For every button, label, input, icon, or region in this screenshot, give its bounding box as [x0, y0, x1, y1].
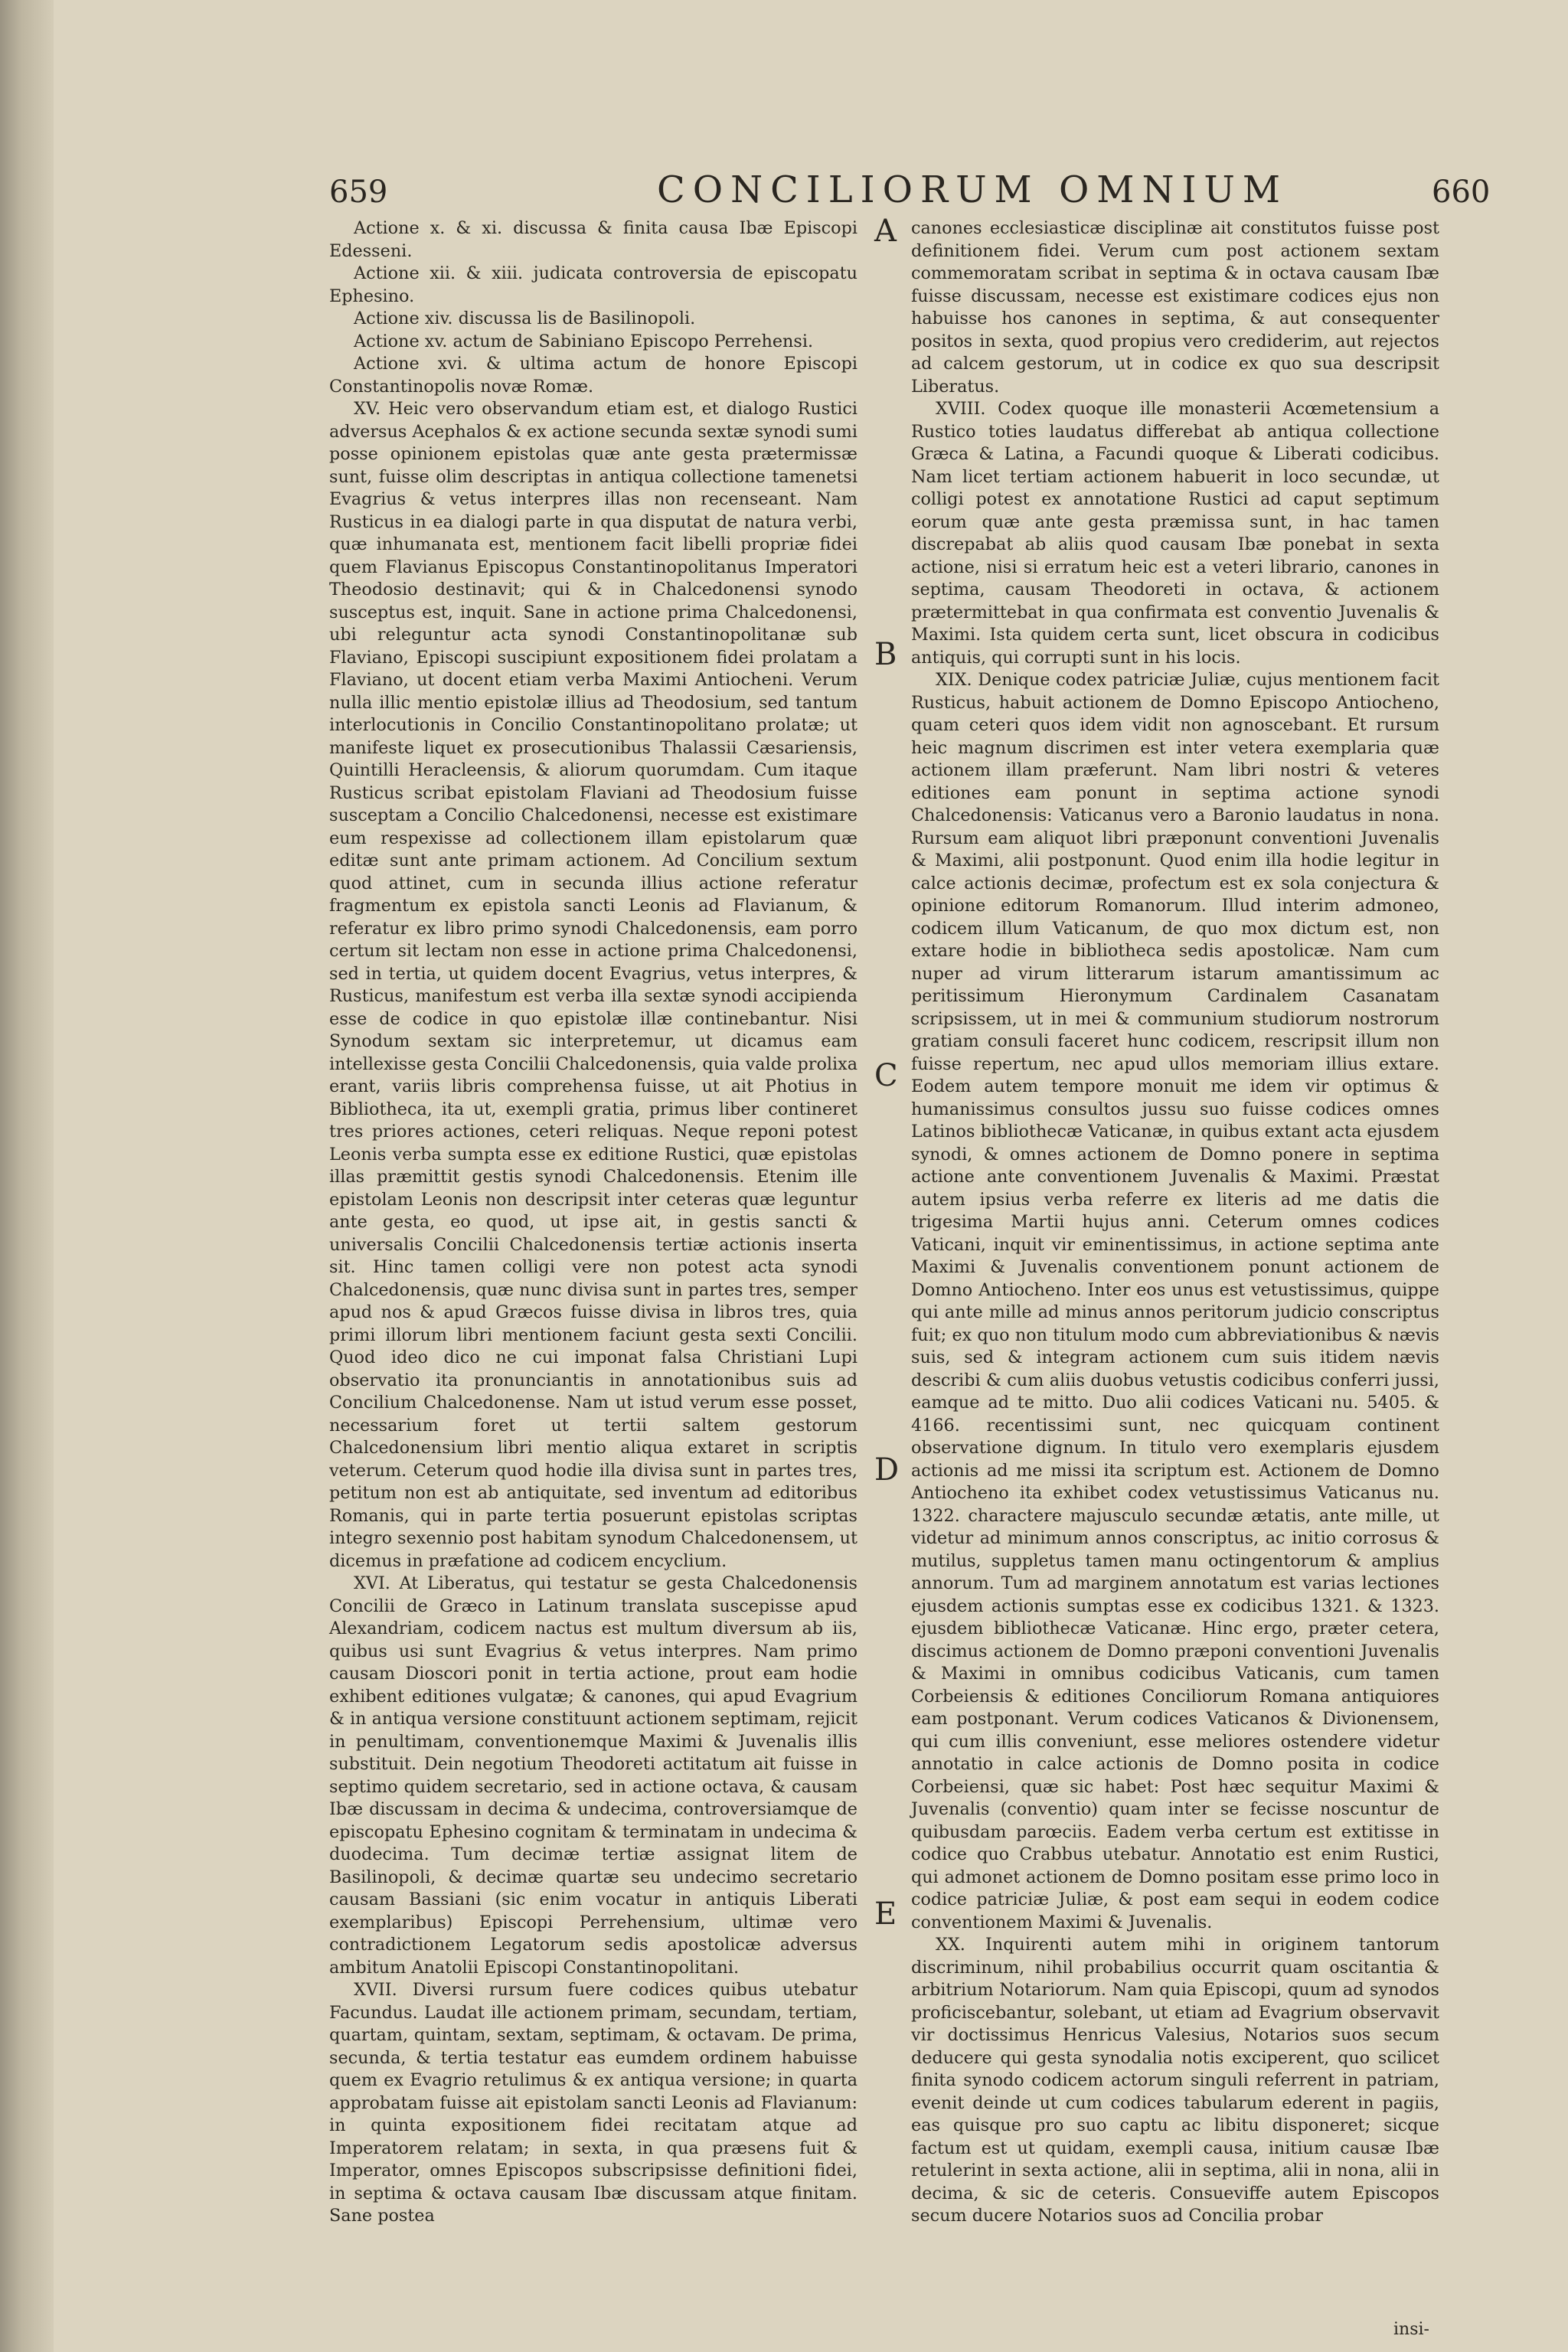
margin-letter-e: E [874, 1896, 897, 1932]
left-column [329, 217, 858, 2228]
margin-letter-c: C [874, 1058, 898, 1093]
paragraph: Actione xvi. & ultima actum de honore Episcopi Constantinopolis novæ Romæ. [329, 354, 858, 397]
paragraph: Actione xv. actum de Sabiniano Episcopo Perrehensi. [354, 331, 814, 351]
paragraph: XIX. Denique codex patriciæ Juliæ, cujus mentionem facit Rusticus, habuit actionem de Domno Episcopo Antiocheno, quam ceteri quos idem vidit non agnoscebant. Et rursum heic magnum discrimen est inter vetera exemplaria quæ actionem illam præferunt. Nam libri nostri & veteres editiones eam ponunt in septima actione synodi Chalcedonensis: Vaticanus vero a Baronio laudatus in nona. Rursum eam aliquot libri præponunt conventioni Juvenalis & Maximi, alii postponunt. Quod enim illa hodie legitur in calce actionis decimæ, profectum est ex sola conjectura & opinione editorum Romanorum. Illud interim admoneo, codicem illum Vaticanum, de quo mox dictum est, non extare hodie in bibliotheca sedis apostolicæ. Nam cum nuper ad virum litterarum istarum amantissimum ac peritissimum Hieronymum Cardinalem Casanatam scripsissem, ut in mei & communium studiorum nostrorum gratiam consuli faceret hunc codicem, rescripsit illum non fuisse repertum, nec apud ullos memoriam illius extare. Eodem autem tempore monuit me idem vir optimus & humanissimus consultos jussu suo fuisse codices omnes Latinos bibliothecæ Vaticanæ, in quibus extant acta ejusdem synodi, & omnes actionem de Domno ponere in septima actione ante conventionem Juvenalis & Maximi. Præstat autem ipsius verba referre ex literis ad me datis die trigesima Martii hujus anni. Ceterum omnes codices Vaticani, inquit vir eminentissimus, in actione septima ante Maximi & Juvenalis conventionem ponunt actionem de Domno Antiocheno. Inter eos unus est vetustissimus, quippe qui ante mille ad minus annos peritorum judicio conscriptus fuit; ex quo non titulum modo cum abbreviationibus & nævis suis, sed & integram actionem cum suis itidem nævis describi & cum aliis duobus vetustis codicibus conferri jussi, eamque ad te mitto. Duo alii codices Vaticani nu. 5405. & 4166. recentissimi sunt, nec quicquam continent observatione dignum. In titulo vero exemplaris ejusdem actionis ad me missi ita scriptum est. Actionem de Domno Antiocheno ita exhibet codex vetustissimus Vaticanus nu. 1322. charactere majusculo secundæ ætatis, ante mille, ut videtur ad minimum annos conscriptus, ac initio corrosus & mutilus, suppletus tamen manu octingentorum & amplius annorum. Tum ad marginem annotatum est varias lectiones ejusdem actionis sumptas esse ex codicibus 1321. & 1323. ejusdem bibliothecæ Vaticanæ. Hinc ergo, præter cetera, discimus actionem de Domno præponi conventioni Juvenalis & Maximi in omnibus codicibus Vaticanis, cum tamen Corbeiensis & editiones Conciliorum Romana antiquiores eam postponant. Verum codices Vaticanos & Divionensem, qui cum illis conveniunt, esse meliores ostendere videtur annotatio in calce actionis de Domno posita in codice Corbeiensi, quæ sic habet: Post hæc sequitur Maximi & Juvenalis (conventio) quam inter se fecisse noscuntur de quibusdam parœciis. Eadem verba certum est extitisse in codice quo Crabbus utebatur. Annotatio est enim Rustici, qui admonet actionem de Domno positam esse primo loco in codice patriciæ Juliæ, & post eam sequi in eodem codice conventionem Maximi & Juvenalis. [911, 670, 1439, 1932]
paragraph: Actione x. & xi. discussa & finita causa Ibæ Episcopi Edesseni. [329, 218, 858, 261]
running-head: CONCILIORUM OMNIUM [656, 168, 1288, 211]
catchword: insi- [1393, 2320, 1429, 2339]
paragraph: XVII. Diversi rursum fuere codices quibus utebatur Facundus. Laudat ille actionem primam, secundam, tertiam, quartam, quintam, sextam, septimam, & octavam. De prima, secunda, & tertia testatur eas eumdem ordinem habuisse quem ex Evagrio retulimus & ex antiqua versione; in quarta approbatam fuisse ait epistolam sancti Leonis ad Flavianum: in quinta expositionem fidei recitatam atque ad Imperatorem relatam; in sexta, in qua præsens fuit & Imperator, omnes Episcopos subscripsisse definitioni fidei, in septima & octava causam Ibæ discussam atque finitam. Sane postea [329, 1980, 858, 2226]
right-column [911, 217, 1439, 2228]
paragraph: XX. Inquirenti autem mihi in originem tantorum discriminum, nihil probabilius occurrit quam oscitantia & arbitrium Notariorum. Nam quia Episcopi, quum ad synodos proficiscebantur, solebant, ut etiam ad Evagrium observavit vir doctissimus Henricus Valesius, Notarios suos secum deducere qui gesta synodalia notis exciperent, quo scilicet finita synodo codicem actorum singuli referrent in patriam, evenit deinde ut cum codices tabularum ederent in pagiis, eas quisque pro suo captu ac libitu disponeret; sicque factum est ut quidam, exempli causa, initium causæ Ibæ retulerint in sexta actione, alii in septima, alii in nona, alii in decima, & sic de ceteris. Consueviffe autem Episcopos secum ducere Notarios suos ad Concilia probar [911, 1935, 1439, 2226]
paragraph: Actione xii. & xiii. judicata controversia de episcopatu Ephesino. [329, 263, 858, 306]
page-number-right: 660 [1432, 175, 1491, 210]
page-number-left: 659 [329, 175, 388, 210]
paragraph: canones ecclesiasticæ disciplinæ ait constitutos fuisse post definitionem fidei. Verum cum post actionem sextam commemoratam scribat in septima & in octava causam Ibæ fuisse discussam, necesse est existimare codices ejus non habuisse hos canones in septima, & aut consequenter positos in sexta, quod propius vero crediderim, aut rejectos ad calcem gestorum, ut in codice ex quo sua descripsit Liberatus. [911, 218, 1439, 397]
margin-letter-d: D [874, 1452, 900, 1488]
page-header [329, 168, 1491, 214]
margin-letter-b: B [874, 637, 897, 672]
page-edge [0, 0, 54, 2352]
paragraph: Actione xiv. discussa lis de Basilinopoli. [354, 309, 696, 328]
margin-letter-a: A [874, 214, 897, 249]
paragraph: XVI. At Liberatus, qui testatur se gesta Chalcedonensis Concilii de Græco in Latinum translata suscepisse apud Alexandriam, codicem nactus est multum diversum ab iis, quibus usi sunt Evagrius & vetus interpres. Nam primo causam Dioscori ponit in tertia actione, prout eam hodie exhibent editiones vulgatæ; & canones, qui apud Evagrium & in antiqua versione constituunt actionem septimam, rejicit in penultimam, conventionemque Maximi & Juvenalis illis substituit. Dein negotium Theodoreti actitatum ait fuisse in septimo quidem secretario, sed in actione octava, & causam Ibæ discussam in decima & undecima, controversiamque de episcopatu Ephesino cognitam & terminatam in undecima & duodecima. Tum decimæ tertiæ assignat litem de Basilinopoli, & decimæ quartæ seu undecimo secretario causam Bassiani (sic enim vocatur in antiquis Liberati exemplaribus) Episcopi Perrehensium, ultimæ vero contradictionem Legatorum sedis apostolicæ adversus ambitum Anatolii Episcopi Constantinopolitani. [329, 1573, 858, 1978]
paragraph: XV. Heic vero observandum etiam est, et dialogo Rustici adversus Acephalos & ex actione secunda sextæ synodi sumi posse opinionem epistolas quæ ante gesta prætermissæ sunt, fuisse olim descriptas in antiqua collectione tamenetsi Evagrius & vetus interpres illas non recenseant. Nam Rusticus in ea dialogi parte in qua disputat de natura verbi, quæ inhumanata est, mentionem facit libelli propriæ fidei quem Flavianus Episcopus Constantinopolitanus Imperatori Theodosio destinavit; qui & in Chalcedonensi synodo susceptus est, inquit. Sane in actione prima Chalcedonensi, ubi releguntur acta synodi Constantinopolitanæ sub Flaviano, Episcopi suscipiunt expositionem fidei prolatam a Flaviano, ut docent etiam verba Maximi Antiocheni. Verum nulla illic mentio epistolæ illius ad Theodosium, sed tantum interlocutionis in Concilio Constantinopolitano prolatæ; ut manifeste liquet ex prosecutionibus Thalassii Cæsariensis, Quintilli Heracleensis, & aliorum quorumdam. Cum itaque Rusticus scribat epistolam Flaviani ad Theodosium fuisse susceptam a Concilio Chalcedonensi, necesse est existimare eum respexisse ad collectionem illam epistolarum quæ editæ sunt ante primam actionem. Ad Concilium sextum quod attinet, cum in secunda illius actione referatur fragmentum ex epistola sancti Leonis ad Flavianum, & referatur ex libro primo synodi Chalcedonensis, eam porro certum sit lectam non esse in actione prima Chalcedonensi, sed in tertia, ut quidem docent Evagrius, vetus interpres, & Rusticus, manifestum est verba illa sextæ synodi accipienda esse de codice in quo epistolæ illæ continebantur. Nisi Synodum sextam sic interpretemur, ut dicamus eam intellexisse gesta Concilii Chalcedonensis, quia valde prolixa erant, variis libris comprehensa fuisse, ut ait Photius in Bibliotheca, ita ut, exempli gratia, primus liber contineret tres priores actiones, ceteri reliquas. Neque reponi potest Leonis verba sumpta esse ex editione Rustici, quæ epistolas illas præmittit gestis synodi Chalcedonensis. Etenim ille epistolam Leonis non descripsit inter ceteras quæ leguntur ante gesta, eo quod, ut ipse ait, in gestis sancti & universalis Concilii Chalcedonensis tertiæ actionis inserta sit. Hinc tamen colligi vere non potest acta synodi Chalcedonensis, quæ nunc divisa sunt in partes tres, semper apud nos & apud Græcos fuisse divisa in libros tres, quia primi illorum libri mentionem faciunt gesta sexti Concilii. Quod ideo dico ne cui imponat falsa Christiani Lupi observatio ita pronunciantis in annotationibus suis ad Concilium Chalcedonense. Nam ut istud verum esse posset, necessarium foret ut tertii saltem gestorum Chalcedonensium libri mentio aliqua extaret in scriptis veterum. Ceterum quod hodie illa divisa sunt in partes tres, petitum non est ab antiquitate, sed inventum ad editoribus Romanis, qui in parte tertia posuerunt epistolas scriptas integro sexennio post habitam synodum Chalcedonensem, ut dicemus in præfatione ad codicem encyclium. [329, 399, 858, 1571]
paragraph: XVIII. Codex quoque ille monasterii Acœmetensium a Rustico toties laudatus differebat ab antiqua collectione Græca & Latina, a Facundi quoque & Liberati codicibus. Nam licet tertiam actionem habuerit in loco secundæ, ut colligi potest ex annotatione Rustici ad caput septimum eorum quæ ante gesta præmissa sunt, in hac tamen discrepabat ab aliis quod causam Ibæ ponebat in sexta actione, nisi si erratum heic est a veteri librario, canones in septima, causam Theodoreti in octava, & actionem prætermittebat in qua confirmata est conventio Juvenalis & Maximi. Ista quidem certa sunt, licet obscura in codicibus antiquis, qui corrupti sunt in his locis. [911, 399, 1439, 668]
